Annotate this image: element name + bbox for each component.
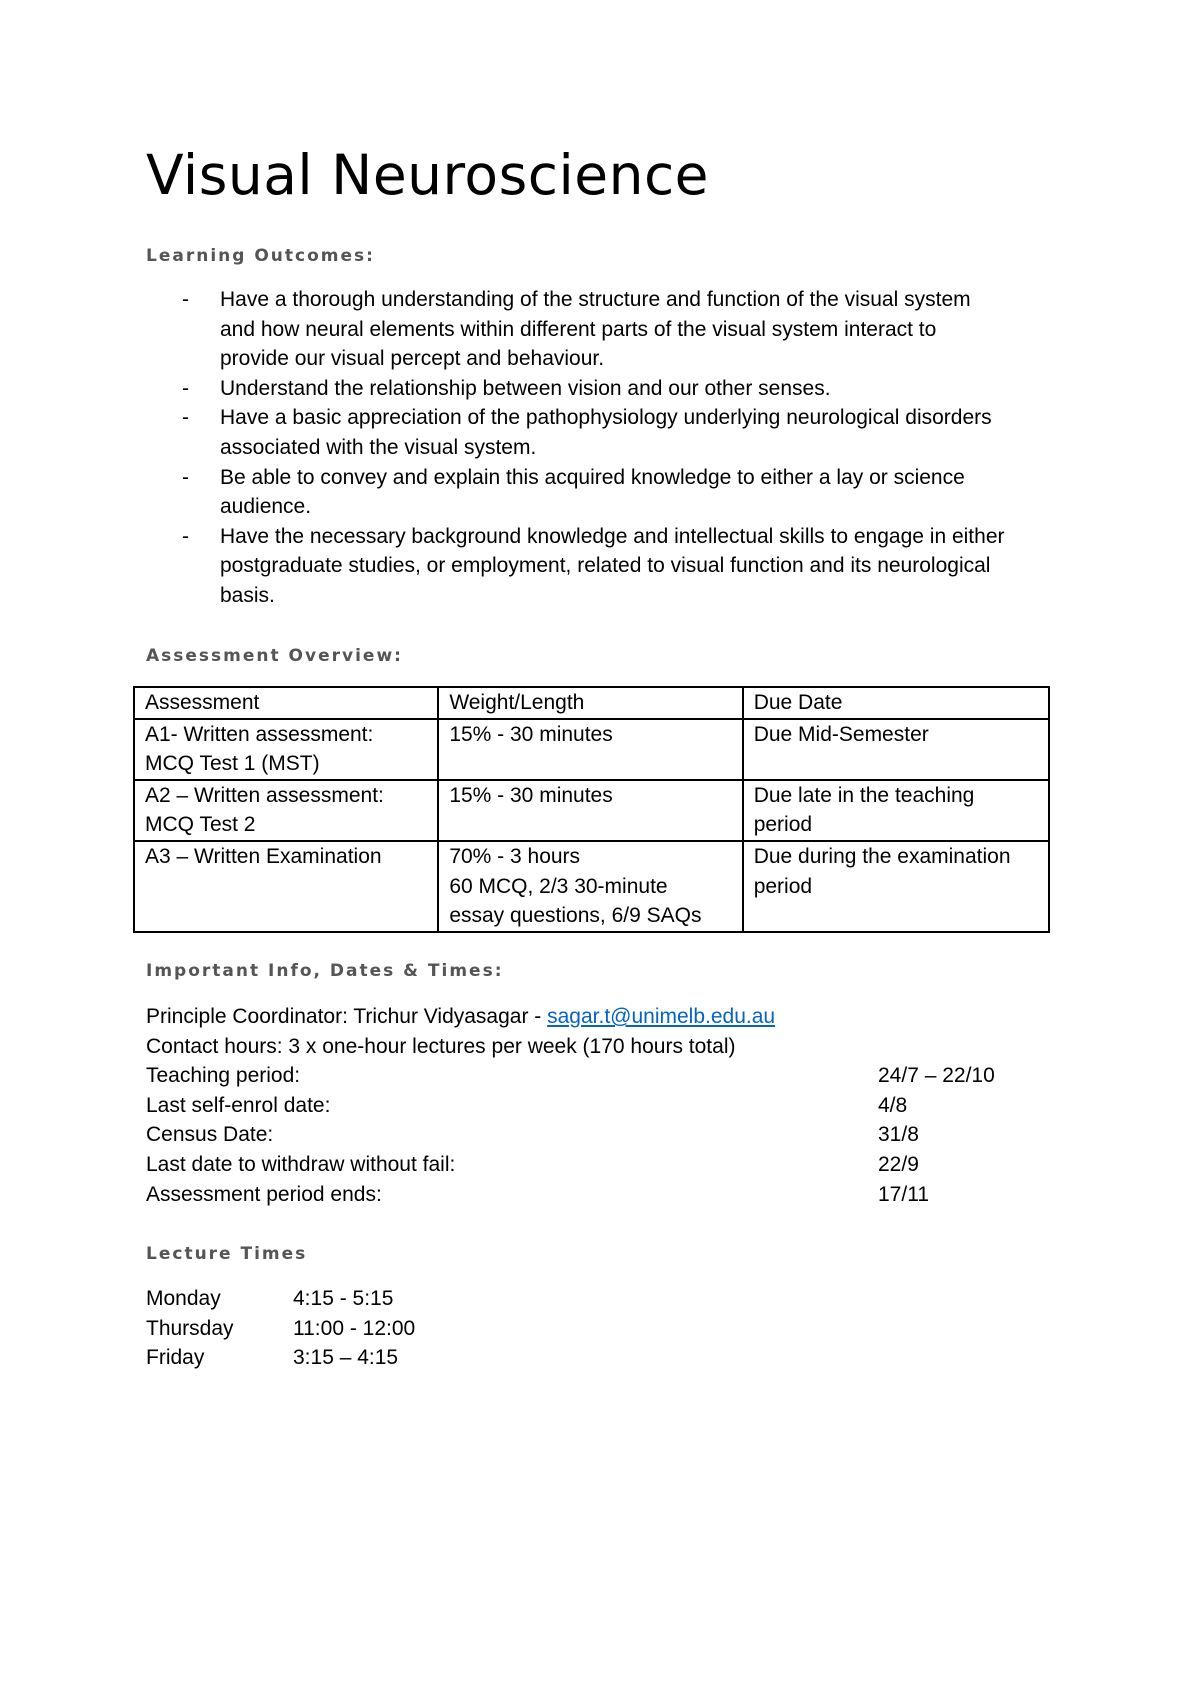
bullet-dash: -: [182, 376, 189, 400]
column-header-assessment: Assessment: [134, 687, 438, 719]
list-item-line: associated with the visual system.: [220, 435, 537, 459]
lecture-time: 4:15 - 5:15: [293, 1287, 394, 1310]
date-label: Assessment period ends:: [146, 1182, 382, 1206]
table-cell: [743, 841, 1049, 932]
cell-line: 15% - 30 minutes: [449, 783, 613, 807]
list-item-line: Have the necessary background knowledge and intellectual skills to engage in either: [220, 524, 1005, 548]
date-label: Teaching period:: [146, 1064, 301, 1088]
cell-line: Due Mid-Semester: [753, 722, 929, 746]
date-label: Last date to withdraw without fail:: [146, 1152, 456, 1176]
lecture-row: [146, 1284, 394, 1314]
list-item-line: Have a thorough understanding of the structure and function of the visual system: [220, 288, 971, 311]
list-item-line: postgraduate studies, or employment, related to visual function and its neurological: [220, 554, 991, 578]
lecture-row: [146, 1343, 399, 1373]
list-item: [146, 403, 1066, 462]
list-item-line: Have a basic appreciation of the pathophysiology underlying neurological disorders: [220, 406, 992, 430]
page-title: Visual Neuroscience: [146, 143, 710, 207]
list-item-line: audience.: [220, 495, 312, 519]
lecture-time: 3:15 – 4:15: [293, 1346, 399, 1370]
bullet-dash: -: [182, 406, 189, 430]
date-row-self-enrol: [146, 1091, 1066, 1121]
learning-outcomes-heading: Learning Outcomes:: [146, 246, 375, 266]
cell-line: essay questions, 6/9 SAQs: [449, 904, 702, 928]
column-header-due-date: Due Date: [743, 687, 1049, 719]
list-item-line: and how neural elements within different parts of the visual system interact to: [220, 317, 937, 341]
table-cell: [438, 719, 742, 780]
date-row-census: [146, 1120, 1066, 1150]
table-row: [134, 841, 1049, 932]
cell-line: A3 – Written Examination: [145, 844, 382, 868]
table-cell: [134, 780, 438, 841]
lecture-day: Monday: [146, 1287, 221, 1310]
date-value: 22/9: [878, 1152, 919, 1176]
date-label: Last self-enrol date:: [146, 1093, 331, 1117]
important-info-block: [146, 1002, 1066, 1209]
cell-line: 70% - 3 hours: [449, 844, 581, 868]
date-row-withdraw: [146, 1150, 1066, 1180]
cell-line: A1- Written assessment:: [145, 722, 374, 746]
cell-line: period: [753, 813, 813, 837]
table-header-row: [134, 687, 1049, 719]
list-item: [146, 463, 1066, 522]
list-item-line: Understand the relationship between vision and our other senses.: [220, 376, 831, 400]
table-cell: [134, 841, 438, 932]
coordinator-line: [146, 1002, 1066, 1032]
table-cell: [134, 719, 438, 780]
bullet-dash: -: [182, 524, 189, 548]
list-item-line: provide our visual percept and behaviour.: [220, 347, 605, 371]
assessment-table: [133, 686, 1050, 933]
cell-line: 15% - 30 minutes: [449, 722, 613, 746]
assessment-overview-heading: Assessment Overview:: [146, 646, 403, 666]
lecture-day: Friday: [146, 1346, 205, 1370]
cell-line: MCQ Test 2: [145, 813, 256, 837]
cell-line: A2 – Written assessment:: [145, 783, 384, 807]
lecture-row: [146, 1314, 416, 1344]
bullet-dash: -: [182, 288, 189, 311]
date-value: 17/11: [878, 1182, 929, 1206]
date-value: 31/8: [878, 1123, 919, 1147]
cell-line: Due late in the teaching: [753, 783, 975, 807]
table-cell: [743, 719, 1049, 780]
table-cell: [438, 780, 742, 841]
list-item: [146, 522, 1066, 611]
contact-hours-line: Contact hours: 3 x one-hour lectures per week (170 hours total): [146, 1034, 736, 1058]
list-item: [146, 285, 1066, 374]
date-row-assessment-end: [146, 1180, 1066, 1210]
lecture-times-heading: Lecture Times: [146, 1244, 308, 1264]
cell-line: Due during the examination: [753, 844, 1011, 868]
lecture-day: Thursday: [146, 1316, 234, 1340]
date-value: 4/8: [878, 1093, 908, 1117]
bullet-dash: -: [182, 465, 189, 489]
coordinator-label: Principle Coordinator: Trichur Vidyasagar -: [146, 1005, 548, 1028]
cell-line: 60 MCQ, 2/3 30-minute: [449, 874, 668, 898]
date-value: 24/7 – 22/10: [878, 1064, 995, 1088]
date-row-teaching-period: [146, 1061, 1066, 1091]
learning-outcomes-list: [146, 285, 1066, 611]
list-item-line: basis.: [220, 583, 275, 607]
important-info-heading: Important Info, Dates & Times:: [146, 961, 504, 981]
table-row: [134, 719, 1049, 780]
lecture-time: 11:00 - 12:00: [293, 1316, 416, 1340]
date-label: Census Date:: [146, 1123, 274, 1147]
list-item: [146, 374, 1066, 404]
cell-line: period: [753, 874, 813, 898]
table-row: [134, 780, 1049, 841]
cell-line: MCQ Test 1 (MST): [145, 752, 320, 776]
table-cell: [743, 780, 1049, 841]
coordinator-email-link[interactable]: sagar.t@unimelb.edu.au: [547, 1005, 776, 1028]
list-item-line: Be able to convey and explain this acquired knowledge to either a lay or science: [220, 465, 965, 489]
column-header-weight: Weight/Length: [438, 687, 742, 719]
lecture-times-block: [146, 1284, 416, 1373]
table-cell: [438, 841, 742, 932]
